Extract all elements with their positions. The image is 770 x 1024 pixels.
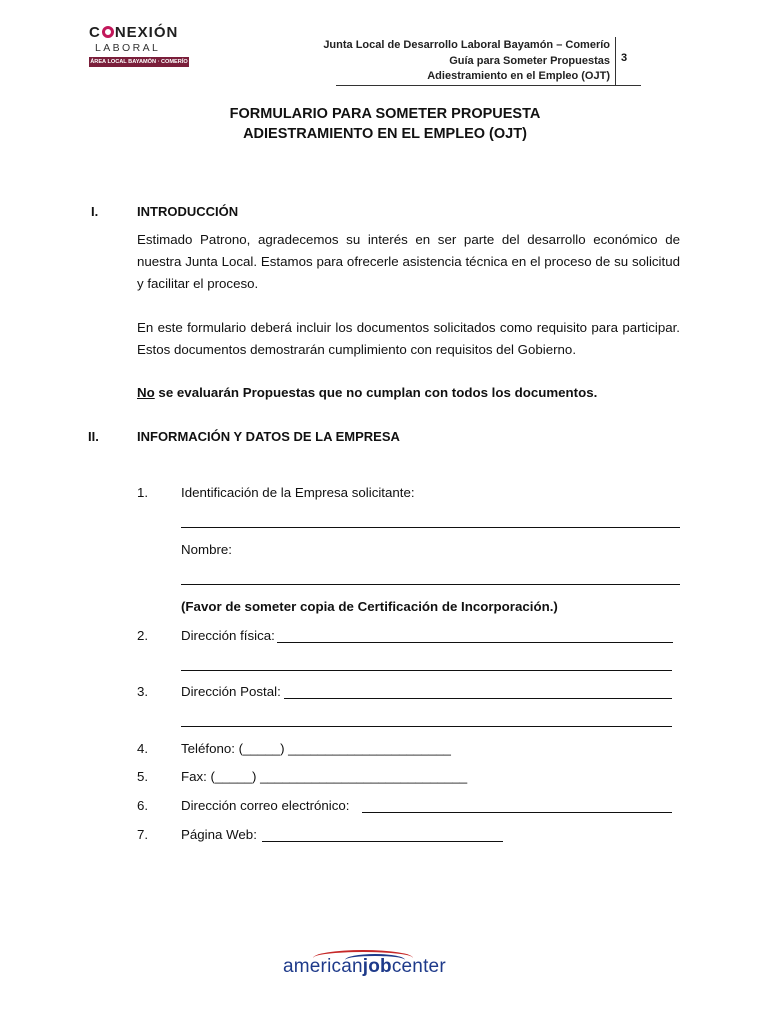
item-1-label: Identificación de la Empresa solicitante:	[181, 485, 415, 500]
page-title	[0, 104, 770, 144]
ajc-logo-text	[283, 956, 446, 978]
phone-field[interactable]: Teléfono: (_____) ______________________	[181, 741, 451, 756]
section-2-number: II.	[88, 429, 99, 444]
logo-o-circle-icon	[102, 26, 114, 38]
item-7-label: Página Web:	[181, 827, 257, 842]
ajc-post: center	[391, 956, 446, 977]
american-job-center-logo	[283, 950, 493, 990]
ajc-bold: job	[362, 956, 392, 977]
name-label: Nombre:	[181, 542, 232, 557]
intro-paragraph-1: Estimado Patrono, agradecemos su interés en ser parte del desarrollo económico de nuestra Junta Local. Estamos para ofrecerle asistencia técnica en el proceso de su solicitud y facilitar el proceso.	[137, 232, 680, 291]
header-text	[323, 38, 610, 85]
item-3-number: 3.	[137, 684, 149, 699]
header-line-2: Guía para Someter Propuestas	[449, 54, 610, 67]
warning-rest: se evaluarán Propuestas que no cumplan con todos los documentos.	[154, 385, 598, 400]
page-number: 3	[621, 52, 628, 64]
item-6-label: Dirección correo electrónico:	[181, 798, 350, 813]
item-5-number: 5.	[137, 769, 149, 784]
warning-no: No	[137, 385, 155, 400]
physical-address-input-line-1[interactable]	[277, 642, 673, 643]
item-7-number: 7.	[137, 827, 149, 842]
fax-field[interactable]: Fax: (_____) ____________________________	[181, 769, 468, 784]
website-input-line[interactable]	[262, 841, 503, 842]
logo-brand	[89, 24, 178, 41]
item-1-number: 1.	[137, 485, 149, 500]
section-1-number: I.	[91, 204, 99, 219]
title-line-2: ADIESTRAMIENTO EN EL EMPLEO (OJT)	[243, 126, 527, 142]
conexion-laboral-logo	[89, 24, 191, 70]
postal-address-input-line-2[interactable]	[181, 726, 672, 727]
name-input-line[interactable]	[181, 584, 680, 585]
ajc-pre: american	[283, 956, 363, 977]
item-6-number: 6.	[137, 798, 149, 813]
section-1-title: INTRODUCCIÓN	[137, 204, 239, 219]
header-line-3: Adiestramiento en el Empleo (OJT)	[427, 70, 610, 82]
logo-brand-post: NEXIÓN	[114, 24, 179, 41]
incorporation-note: (Favor de someter copia de Certificación de Incorporación.)	[181, 599, 558, 614]
header-horizontal-rule	[336, 85, 641, 86]
item-2-label: Dirección física:	[181, 628, 275, 643]
item-4-number: 4.	[137, 741, 149, 756]
logo-sub: LABORAL	[95, 42, 161, 54]
header-line-1: Junta Local de Desarrollo Laboral Bayamón – Comerío	[323, 39, 610, 51]
item-2-number: 2.	[137, 628, 149, 643]
email-input-line[interactable]	[362, 812, 672, 813]
company-id-input-line[interactable]	[181, 527, 680, 528]
logo-bar: ÁREA LOCAL BAYAMÓN · COMERÍO	[90, 59, 188, 65]
physical-address-input-line-2[interactable]	[181, 670, 672, 671]
intro-paragraph-2: En este formulario deberá incluir los documentos solicitados como requisito para participar. Estos documentos demostrarán cumplimiento con requisitos del Gobierno.	[137, 320, 680, 357]
section-2-title: INFORMACIÓN Y DATOS DE LA EMPRESA	[137, 429, 400, 444]
logo-brand-pre: C	[89, 24, 101, 41]
header-vertical-rule	[615, 37, 616, 85]
intro-warning	[137, 382, 680, 404]
title-line-1: FORMULARIO PARA SOMETER PROPUESTA	[229, 106, 541, 122]
item-3-label: Dirección Postal:	[181, 684, 281, 699]
postal-address-input-line-1[interactable]	[284, 698, 672, 699]
